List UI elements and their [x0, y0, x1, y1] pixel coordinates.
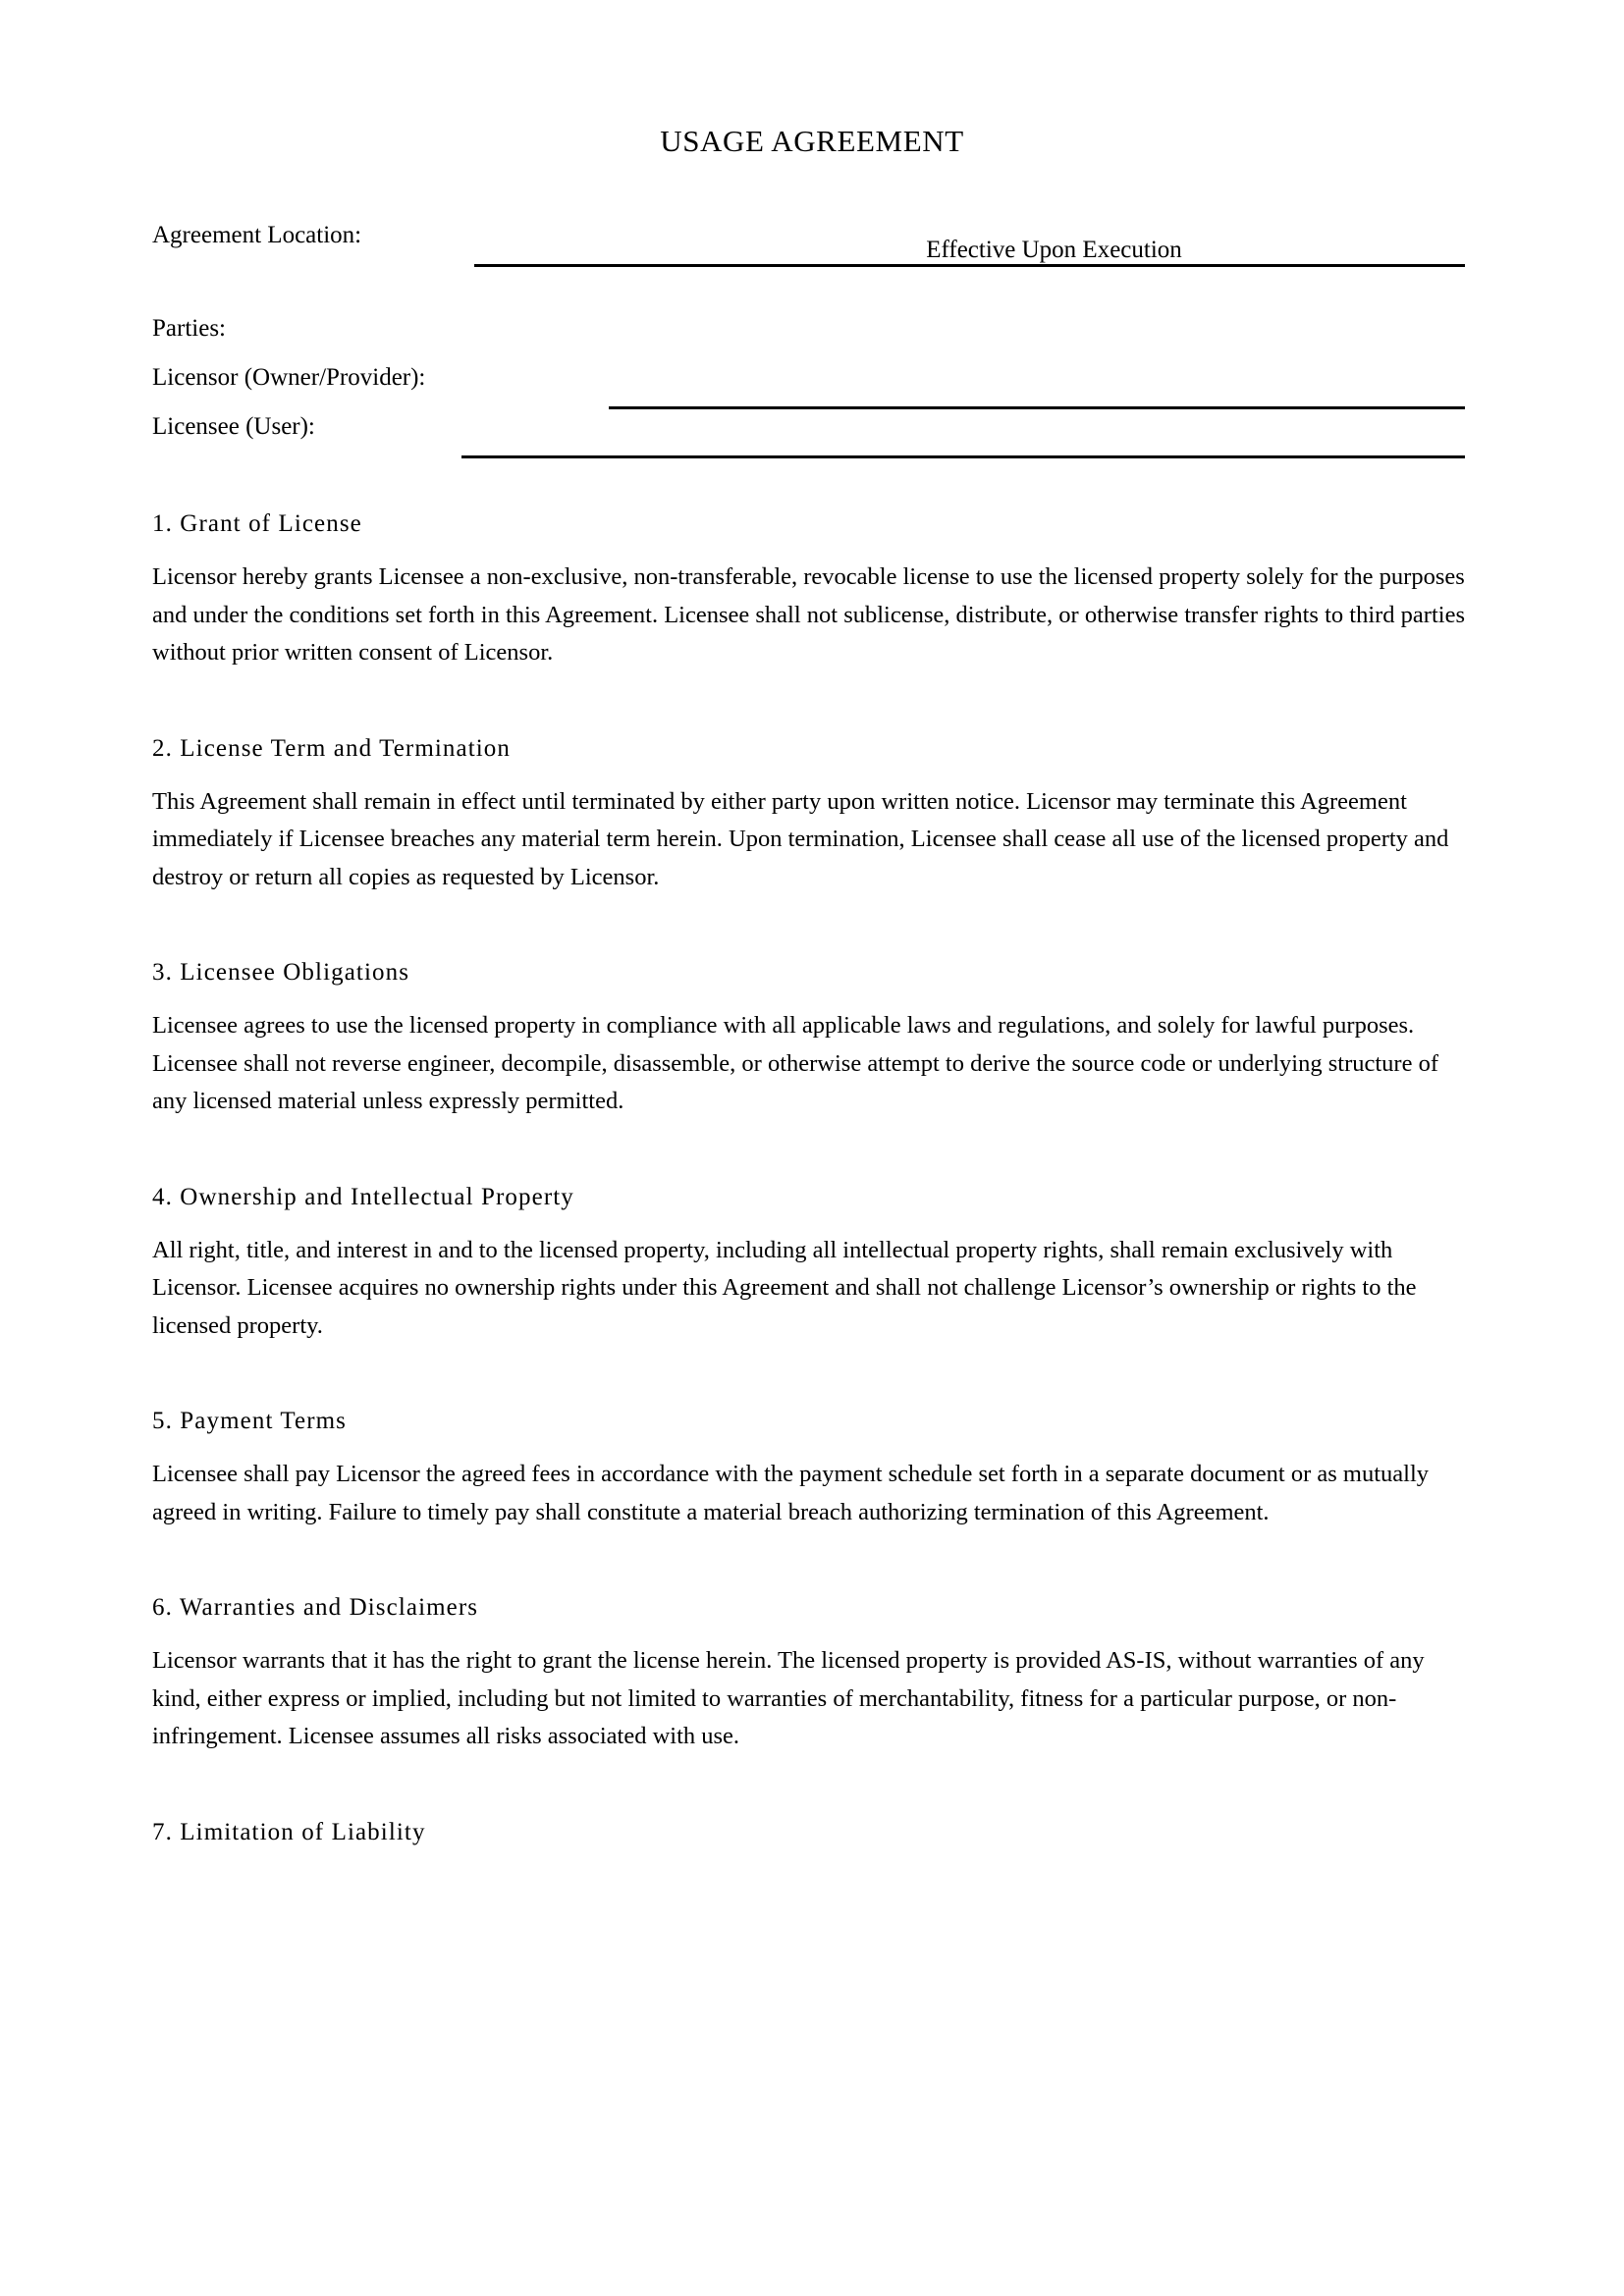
agreement-location-field: [152, 221, 1473, 267]
section-licensee-obligations: [152, 957, 1468, 1121]
section-heading: 4. Ownership and Intellectual Property: [152, 1183, 574, 1210]
section-heading: 2. License Term and Termination: [152, 734, 511, 762]
section-limitation-of-liability: [152, 1817, 1468, 1848]
licensee-rule: [461, 455, 1465, 458]
licensee-label: Licensee (User):: [152, 413, 315, 440]
section-body: All right, title, and interest in and to the licensed property, including all intellectual property rights, shall remain exclusively with Licensor. Licensee acquires no ownership rights under this Agreement and shall not challenge Licensor’s ownership or rights to the licensed property.: [152, 1236, 1417, 1339]
licensor-field: [152, 363, 1473, 409]
agreement-location-rule: [474, 264, 1465, 267]
section-payment-terms: [152, 1406, 1468, 1531]
licensor-rule: [609, 406, 1465, 409]
licensee-field: [152, 412, 1473, 458]
section-body: Licensee shall pay Licensor the agreed fees in accordance with the payment schedule set forth in a separate document or as mutually agreed in writing. Failure to timely pay shall constitute a material breach authorizing termination of this Agreement.: [152, 1461, 1430, 1525]
section-warranties-and-disclaimers: [152, 1592, 1468, 1756]
section-body: This Agreement shall remain in effect until terminated by either party upon written notice. Licensor may terminate this Agreement immediately if Licensee breaches any material term herein. Upon termination, Licensee shall cease all use of the licensed property and destroy or return all copies as requested by Licensor.: [152, 787, 1449, 890]
document-title: USAGE AGREEMENT: [660, 124, 964, 158]
parties-label: Parties:: [152, 315, 226, 342]
section-body: Licensor warrants that it has the right to grant the license herein. The licensed property is provided AS-IS, without warranties of any kind, either express or implied, including but not limited to warranties of merchantability, fitness for a particular purpose, or non-infringement. Licensee assumes all risks associated with use.: [152, 1647, 1425, 1749]
section-heading: 3. Licensee Obligations: [152, 959, 410, 986]
section-grant-of-license: [152, 508, 1468, 672]
parties-heading-row: [152, 314, 1473, 360]
section-heading: 1. Grant of License: [152, 510, 362, 537]
section-body: Licensor hereby grants Licensee a non-exclusive, non-transferable, revocable license to use the licensed property solely for the purposes and under the conditions set forth in this Agreement. Licensee shall not sublicense, distribute, or otherwise transfer rights to third parties without prior written consent of Licensor.: [152, 563, 1465, 666]
agreement-location-value[interactable]: Effective Upon Execution: [926, 237, 1182, 263]
agreement-location-label: Agreement Location:: [152, 222, 362, 248]
section-heading: 7. Limitation of Liability: [152, 1818, 426, 1845]
licensor-label: Licensor (Owner/Provider):: [152, 364, 426, 391]
section-heading: 6. Warranties and Disclaimers: [152, 1594, 479, 1621]
sections-container: [152, 508, 1468, 1867]
section-heading: 5. Payment Terms: [152, 1408, 348, 1434]
section-license-term-and-termination: [152, 733, 1468, 897]
section-ownership-and-intellectual-property: [152, 1182, 1468, 1346]
section-body: Licensee agrees to use the licensed property in compliance with all applicable laws and regulations, and solely for lawful purposes. Licensee shall not reverse engineer, decompile, disassemble, or otherwise attempt to derive the source code or underlying structure of any licensed material unless expressly permitted.: [152, 1012, 1438, 1114]
